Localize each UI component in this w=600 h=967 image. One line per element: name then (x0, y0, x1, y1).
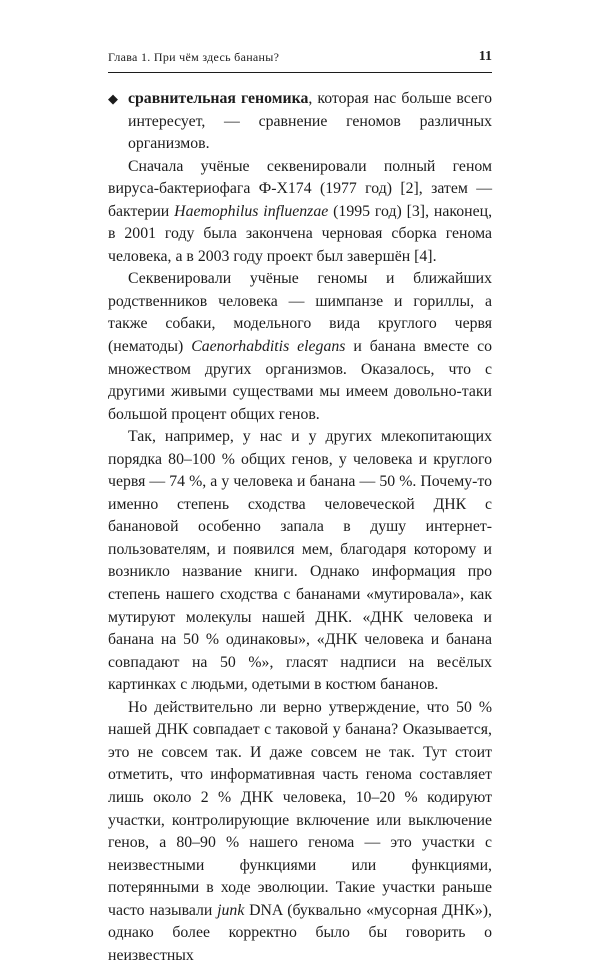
paragraph-similarity: Так, например, у нас и у других млекопитающих порядка 80–100 % общих генов, у человека и круглого червя — 74 %, а у человека и банана — 50 %. Почему-то именно степень сходства человеческой ДНК с банановой особенно запала в душу интернет-пользователям, и появился мем, благодаря которому и возникло название книги. Однако информация про степень нашего сходства с бананами «мутировала», как мутируют молекулы нашей ДНК. «ДНК человека и банана на 50 % одинаковы», «ДНК человека и банана совпадают на 50 %», гласят надписи на весёлых картинках с людьми, одетыми в костюм бананов. (108, 428, 492, 694)
paragraph-junk-dna (108, 697, 492, 967)
paragraph-relatives (108, 268, 492, 426)
bullet-text: , которая нас больше всего интересует, — сравнение геномов различных организмов. (128, 90, 492, 153)
page-number: 11 (478, 49, 492, 64)
species-name: Haemophilus influenzae (174, 202, 329, 220)
paragraph-text: и банана вместе со множеством других организмов. Оказалось, что с другими живыми существами мы имеем довольно-таки большой процент общих генов. (108, 338, 492, 423)
chapter-title: Глава 1. При чём здесь бананы? (108, 50, 280, 64)
bullet-item (108, 88, 492, 156)
running-header (108, 50, 492, 70)
paragraph-text: Но действительно ли верно утверждение, что 50 % нашей ДНК совпадает с таковой у банана? Оказывается, это не совсем так. И даже совсем не так. Тут стоит отметить, что информативная часть генома составляет лишь около 2 % ДНК человека, 10–20 % кодируют участки, контролирующие включение или выключение генов, а 80–90 % нашего генома — это участки с неизвестными функциями или функциями, потерянными в ходе эволюции. Такие участки раньше часто называли (108, 698, 492, 919)
paragraph-text: Сначала учёные секвенировали полный геном вируса-бактериофага Ф-X174 (1977 год) [2], затем — бактерии (108, 157, 492, 220)
bullet-term: сравнительная геномика (128, 90, 309, 107)
paragraph-sequencing-history (108, 156, 492, 269)
paragraph-text: (1995 год) [3], наконец, в 2001 году была закончена черновая сборка генома человека, а в 2003 году проект был завершён [4]. (108, 202, 493, 265)
paragraph-text: Секвенировали учёные геномы и ближайших родственников человека — шимпанзе и гориллы, а также собаки, модельного вида круглого червя (нематоды) (108, 270, 492, 356)
italic-term: junk (217, 901, 245, 919)
paragraph-text: DNA (буквально «мусорная ДНК»), однако более корректно было бы говорить о неизвестных (108, 901, 492, 964)
header-rule (108, 72, 492, 73)
species-name: Caenorhabditis elegans (191, 338, 346, 356)
body-text (108, 88, 492, 967)
diamond-bullet-icon: ◆ (108, 91, 118, 106)
